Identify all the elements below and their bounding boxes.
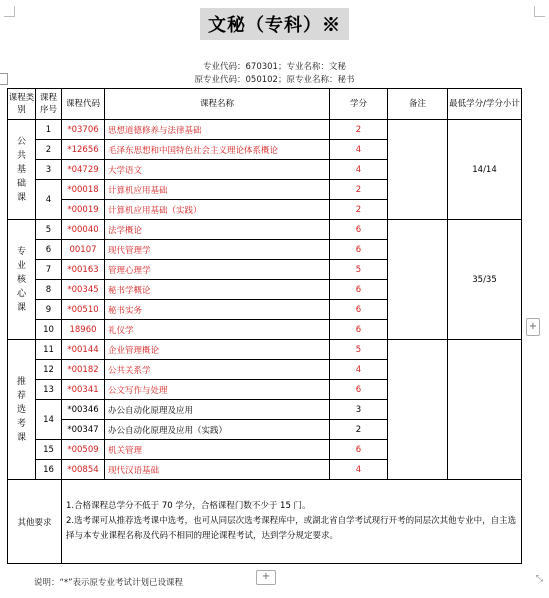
- major-code-line: 专业代码：670301；专业名称：文秘: [203, 62, 346, 72]
- course-name-cell: 现代汉语基础: [105, 460, 330, 480]
- seq-cell: 5: [36, 220, 62, 240]
- credit-cell: 6: [330, 440, 388, 460]
- credit-cell: 2: [330, 120, 388, 140]
- table-row: [8, 120, 522, 140]
- course-name-cell: 办公自动化原理及应用: [105, 400, 330, 420]
- course-name-cell: 思想道德修养与法律基础: [105, 120, 330, 140]
- seq-cell: 7: [36, 260, 62, 280]
- credit-cell: 3: [330, 400, 388, 420]
- course-code-cell: *00347: [62, 420, 105, 440]
- credit-subtotal-cell: 14/14: [448, 120, 522, 220]
- course-name-cell: 秘书实务: [105, 300, 330, 320]
- course-code-cell: *00144: [62, 340, 105, 360]
- credit-cell: 5: [330, 260, 388, 280]
- footnote: 说明：“*”表示原专业考试计划已设课程: [34, 578, 184, 588]
- course-code-cell: *00509: [62, 440, 105, 460]
- course-name-cell: 法学概论: [105, 220, 330, 240]
- course-table-body: [8, 120, 522, 480]
- seq-cell: 2: [36, 140, 62, 160]
- course-code-cell: *00346: [62, 400, 105, 420]
- credit-cell: 4: [330, 360, 388, 380]
- seq-cell: 11: [36, 340, 62, 360]
- credit-cell: 5: [330, 340, 388, 360]
- course-code-cell: *00163: [62, 260, 105, 280]
- other-requirements-row: [8, 480, 522, 564]
- credit-subtotal-cell: [448, 340, 522, 480]
- header-min-credit: 最低学分/学分小计: [448, 89, 522, 120]
- course-name-cell: 计算机应用基础: [105, 180, 330, 200]
- header-name: 课程名称: [105, 89, 330, 120]
- resize-handle-icon[interactable]: ⤡: [535, 574, 543, 584]
- course-name-cell: 礼仪学: [105, 320, 330, 340]
- course-name-cell: 公文写作与处理: [105, 380, 330, 400]
- credit-cell: 2: [330, 180, 388, 200]
- header-code: 课程代码: [62, 89, 105, 120]
- seq-cell: 10: [36, 320, 62, 340]
- seq-cell: 6: [36, 240, 62, 260]
- header-seq: 课程序号: [36, 89, 62, 120]
- title-container: [0, 8, 549, 40]
- credit-cell: 6: [330, 280, 388, 300]
- other-requirements-content: [62, 480, 522, 564]
- seq-cell: 9: [36, 300, 62, 320]
- seq-cell: 8: [36, 280, 62, 300]
- credit-cell: 4: [330, 460, 388, 480]
- course-name-cell: 计算机应用基础（实践）: [105, 200, 330, 220]
- credit-cell: 6: [330, 240, 388, 260]
- seq-cell: 15: [36, 440, 62, 460]
- other-requirements-label: 其他要求: [8, 480, 62, 564]
- credit-cell: 6: [330, 380, 388, 400]
- course-code-cell: *00182: [62, 360, 105, 380]
- category-cell: 公 共 基 础 课: [8, 120, 36, 220]
- course-code-cell: *12656: [62, 140, 105, 160]
- course-name-cell: 现代管理学: [105, 240, 330, 260]
- original-major-code-line: 原专业代码：050102；原专业名称：秘书: [194, 75, 355, 85]
- course-name-cell: 企业管理概论: [105, 340, 330, 360]
- course-code-cell: 18960: [62, 320, 105, 340]
- requirement-line-2: 2.选考课可从推荐选考课中选考，也可从同层次选考课程库中，或湖北省自学考试现行开考的同层次其他专业中，自主选择与本专业课程名称及代码不相同的理论课程考试，达到学分规定要求。: [66, 516, 517, 541]
- remark-cell: [388, 120, 448, 220]
- category-cell: 推 荐 选 考 课: [8, 340, 36, 480]
- credit-cell: 2: [330, 200, 388, 220]
- add-row-button[interactable]: +: [256, 570, 276, 585]
- seq-cell: 14: [36, 400, 62, 440]
- course-name-cell: 大学语文: [105, 160, 330, 180]
- seq-cell: 13: [36, 380, 62, 400]
- course-code-cell: *00341: [62, 380, 105, 400]
- seq-cell: 1: [36, 120, 62, 140]
- edge-marker: [0, 73, 8, 85]
- course-name-cell: 管理心理学: [105, 260, 330, 280]
- course-name-cell: 毛泽东思想和中国特色社会主义理论体系概论: [105, 140, 330, 160]
- course-code-cell: *04729: [62, 160, 105, 180]
- table-row: [8, 220, 522, 240]
- course-code-cell: *00019: [62, 200, 105, 220]
- remark-cell: [388, 220, 448, 340]
- credit-cell: 4: [330, 140, 388, 160]
- table-row: [8, 340, 522, 360]
- header-credit: 学分: [330, 89, 388, 120]
- seq-cell: 16: [36, 460, 62, 480]
- course-table: [7, 88, 522, 564]
- credit-cell: 6: [330, 320, 388, 340]
- course-code-cell: *00345: [62, 280, 105, 300]
- course-name-cell: 公共关系学: [105, 360, 330, 380]
- course-code-cell: *00510: [62, 300, 105, 320]
- course-code-cell: 00107: [62, 240, 105, 260]
- course-code-cell: *00854: [62, 460, 105, 480]
- credit-cell: 4: [330, 160, 388, 180]
- page-title: 文秘（专科）※: [200, 8, 349, 40]
- add-column-button[interactable]: +: [526, 318, 540, 336]
- seq-cell: 12: [36, 360, 62, 380]
- header-category: 课程类别: [8, 89, 36, 120]
- course-code-cell: *03706: [62, 120, 105, 140]
- course-code-cell: *00040: [62, 220, 105, 240]
- credit-cell: 2: [330, 420, 388, 440]
- course-code-cell: *00018: [62, 180, 105, 200]
- header-remark: 备注: [388, 89, 448, 120]
- category-cell: 专 业 核 心 课: [8, 220, 36, 340]
- seq-cell: 4: [36, 180, 62, 220]
- requirement-line-1: 1.合格课程总学分不低于 70 学分，合格课程门数不少于 15 门。: [66, 501, 311, 511]
- credit-cell: 6: [330, 220, 388, 240]
- credit-subtotal-cell: 35/35: [448, 220, 522, 340]
- course-name-cell: 办公自动化原理及应用（实践）: [105, 420, 330, 440]
- seq-cell: 3: [36, 160, 62, 180]
- course-name-cell: 机关管理: [105, 440, 330, 460]
- course-name-cell: 秘书学概论: [105, 280, 330, 300]
- credit-cell: 6: [330, 300, 388, 320]
- remark-cell: [388, 340, 448, 480]
- table-header-row: [8, 89, 522, 120]
